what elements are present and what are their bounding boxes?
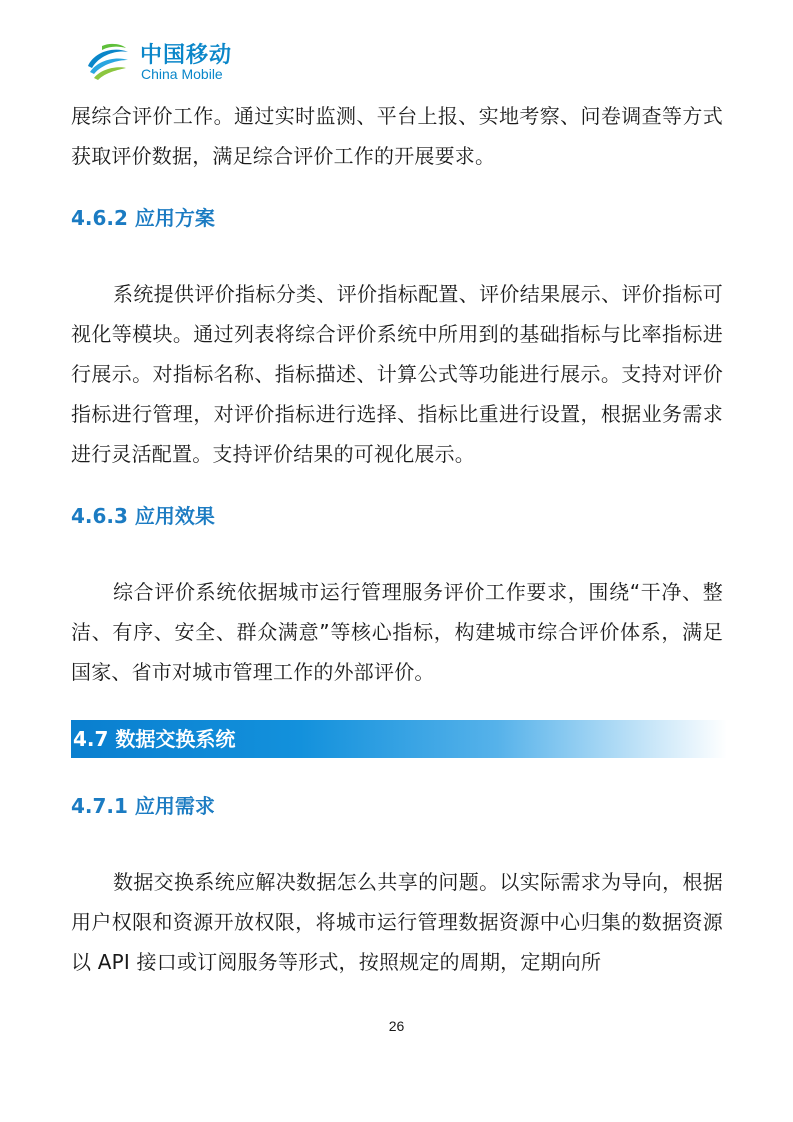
heading-4-6-3: 4.6.3 应用效果	[71, 504, 215, 528]
heading-4-7-1: 4.7.1 应用需求	[71, 794, 215, 818]
page-number: 26	[388, 1018, 405, 1034]
paragraph-4-6-2: 系统提供评价指标分类、评价指标配置、评价结果展示、评价指标可视化等模块。通过列表将综合评价系统中所用到的基础指标与比率指标进行展示。对指标名称、指标描述、计算公式等功能进行展示。支持对评价指标进行管理，对评价指标进行选择、指标比重进行设置，根据业务需求进行灵活配置。支持评价结果的可视化展示。	[71, 282, 723, 466]
logo-english-text: China Mobile	[141, 66, 223, 82]
paragraph-intro: 展综合评价工作。通过实时监测、平台上报、实地考察、问卷调查等方式获取评价数据，满足综合评价工作的开展要求。	[71, 104, 723, 168]
document-body	[71, 96, 723, 982]
paragraph-4-6-3: 综合评价系统依据城市运行管理服务评价工作要求，围绕“干净、整洁、有序、安全、群众满意”等核心指标，构建城市综合评价体系，满足国家、省市对城市管理工作的外部评价。	[71, 580, 723, 684]
section-bar-4-7	[71, 720, 727, 758]
heading-4-6-2: 4.6.2 应用方案	[71, 206, 215, 230]
section-title-4-7: 4.7 数据交换系统	[73, 727, 236, 751]
logo-chinese-text: 中国移动	[140, 43, 233, 68]
header-logo	[84, 36, 244, 88]
paragraph-4-7-1: 数据交换系统应解决数据怎么共享的问题。以实际需求为导向，根据用户权限和资源开放权限，将城市运行管理数据资源中心归集的数据资源以 API 接口或订阅服务等形式，按照规定的周期，定期向所	[71, 870, 723, 974]
china-mobile-logo-icon	[84, 40, 132, 84]
